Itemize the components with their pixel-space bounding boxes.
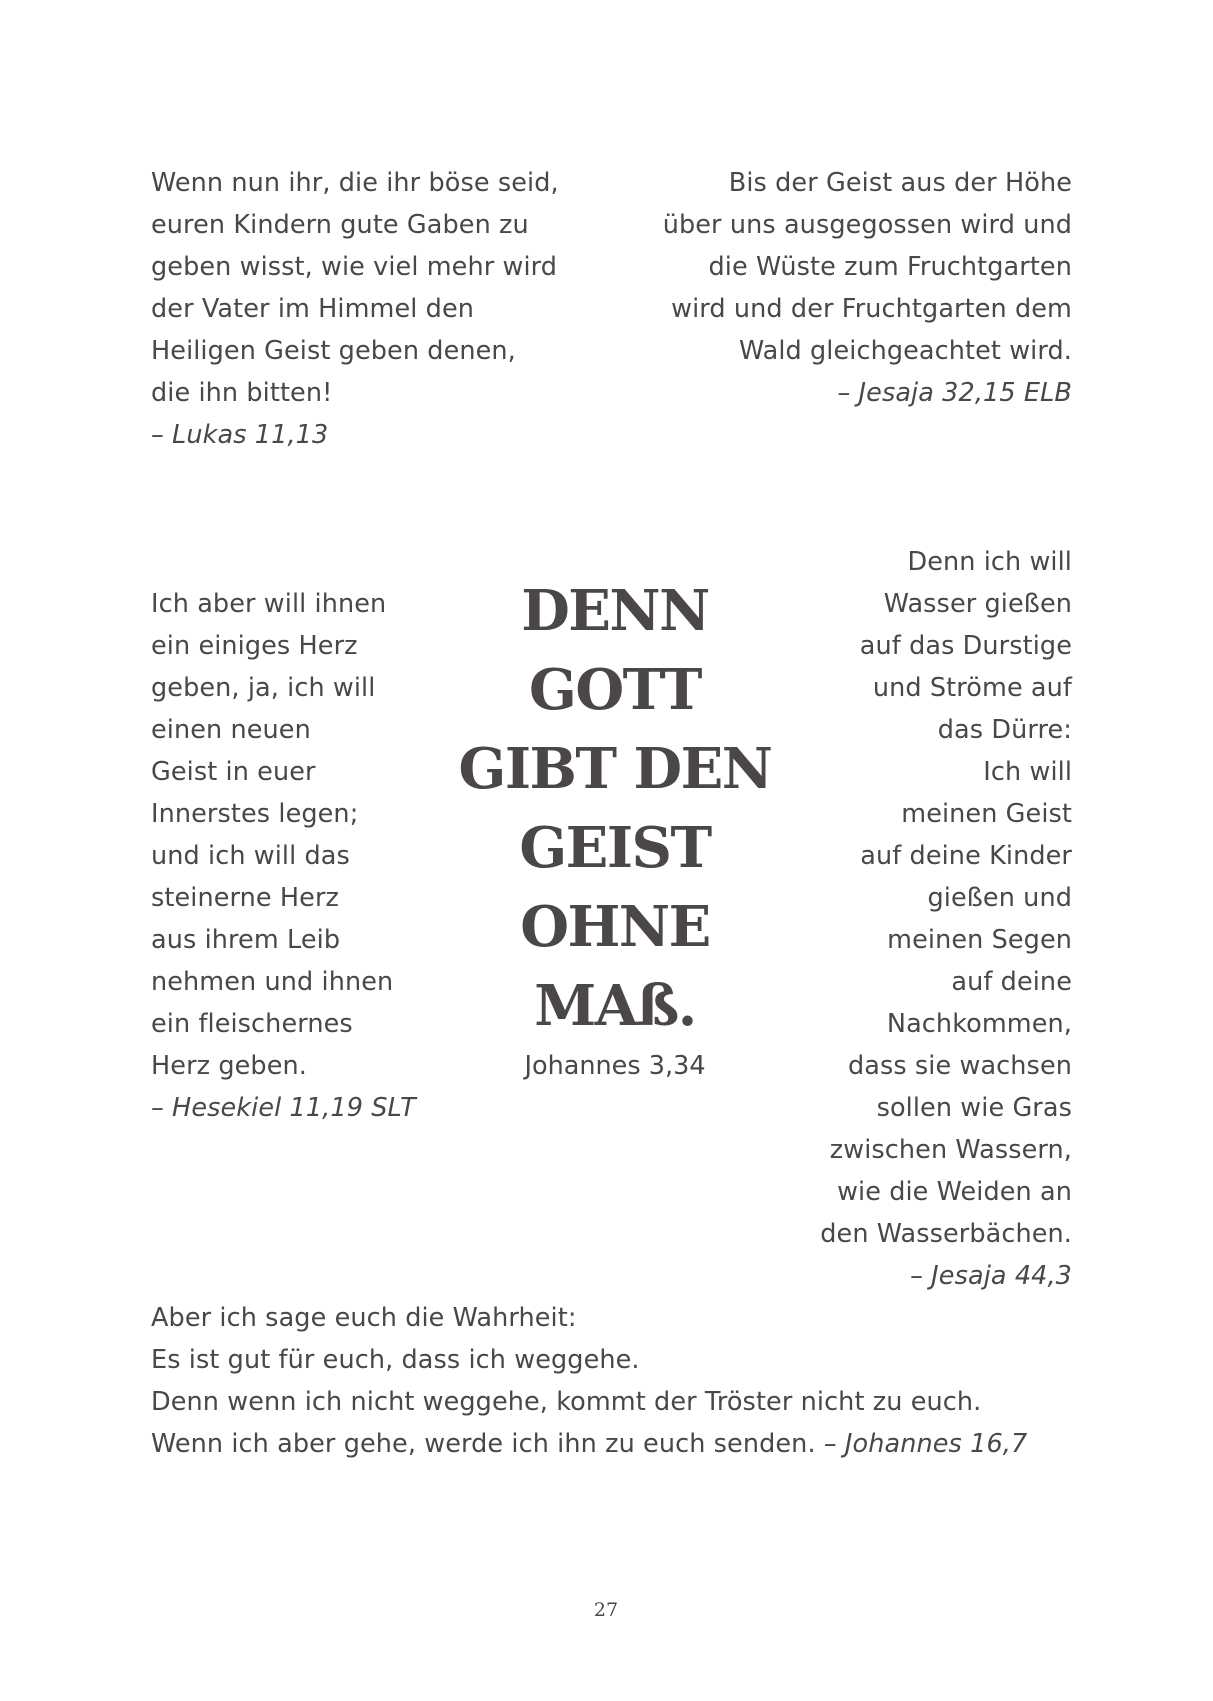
quote-line: wird und der Fruchtgarten dem [671, 294, 1072, 324]
headline-line: GIBT DEN [458, 736, 772, 802]
quote-line: auf deine Kinder [860, 841, 1072, 871]
quote-line: die ihn bitten! [151, 378, 333, 408]
quote-line: Nachkommen, [886, 1009, 1072, 1039]
quote-line: meinen Segen [887, 925, 1072, 955]
quote-line: Denn wenn ich nicht weggehe, kommt der Tröster nicht zu euch. [151, 1387, 982, 1417]
quote-line: sollen wie Gras [876, 1093, 1072, 1123]
quote-line: das Dürre: [937, 715, 1072, 745]
quote-line: meinen Geist [901, 799, 1072, 829]
quote-hesekiel [151, 583, 451, 1129]
quote-line: Ich will [983, 757, 1072, 787]
headline-line: MAß. [534, 973, 696, 1039]
quote-line: Geist in euer [151, 757, 316, 787]
quote-lukas [151, 162, 591, 456]
quote-line: den Wasserbächen. [820, 1219, 1072, 1249]
quote-line: einen neuen [151, 715, 311, 745]
quote-line: ein einiges Herz [151, 631, 358, 661]
quote-line: Wald gleichgeachtet wird. [738, 336, 1072, 366]
quote-jesaja-32 [600, 162, 1072, 414]
quote-line: euren Kindern gute Gaben zu [151, 210, 529, 240]
quote-line: Wenn nun ihr, die ihr böse seid, [151, 168, 559, 198]
quote-reference: – Jesaja 44,3 [910, 1261, 1072, 1291]
quote-line: auf das Durstige [859, 631, 1072, 661]
quote-line-last [151, 1423, 1111, 1465]
headline-line: GEIST [519, 815, 711, 881]
quote-line: dass sie wachsen [847, 1051, 1072, 1081]
quote-line: Denn ich will [907, 547, 1072, 577]
quote-line: der Vater im Himmel den [151, 294, 475, 324]
quote-line: ein fleischernes [151, 1009, 353, 1039]
quote-line: Ich aber will ihnen [151, 589, 387, 619]
quote-line: Aber ich sage euch die Wahrheit: [151, 1303, 577, 1333]
headline-reference: Johannes 3,34 [524, 1051, 706, 1081]
quote-line: und ich will das [151, 841, 350, 871]
quote-line: geben wisst, wie viel mehr wird [151, 252, 558, 282]
quote-line: auf deine [951, 967, 1072, 997]
quote-line: steinerne Herz [151, 883, 340, 913]
quote-line: zwischen Wassern, [829, 1135, 1072, 1165]
quote-johannes-16 [151, 1297, 1111, 1465]
quote-line-text: Wenn ich aber gehe, werde ich ihn zu euch senden. [151, 1429, 816, 1459]
quote-line: Wasser gießen [883, 589, 1072, 619]
quote-reference: – Hesekiel 11,19 SLT [151, 1093, 416, 1123]
quote-line: die Wüste zum Fruchtgarten [708, 252, 1072, 282]
quote-line: Innerstes legen; [151, 799, 359, 829]
quote-reference: – Jesaja 32,15 ELB [837, 378, 1072, 408]
quote-reference: – Lukas 11,13 [151, 420, 329, 450]
headline-line: OHNE [520, 894, 710, 960]
quote-line: Es ist gut für euch, dass ich weggehe. [151, 1345, 640, 1375]
quote-line: gießen und [927, 883, 1072, 913]
quote-line: und Ströme auf [872, 673, 1072, 703]
headline-line: GOTT [529, 657, 701, 723]
quote-line: wie die Weiden an [837, 1177, 1072, 1207]
quote-reference: – Johannes 16,7 [823, 1429, 1028, 1459]
quote-line: geben, ja, ich will [151, 673, 376, 703]
quote-line: über uns ausgegossen wird und [662, 210, 1072, 240]
headline-verse [440, 572, 790, 1046]
quote-line: aus ihrem Leib [151, 925, 341, 955]
headline-line: DENN [521, 578, 709, 644]
page-number: 27 [593, 1599, 619, 1621]
quote-line: Herz geben. [151, 1051, 307, 1081]
quote-line: nehmen und ihnen [151, 967, 394, 997]
quote-line: Heiligen Geist geben denen, [151, 336, 516, 366]
quote-line: Bis der Geist aus der Höhe [728, 168, 1072, 198]
quote-jesaja-44 [780, 541, 1072, 1297]
